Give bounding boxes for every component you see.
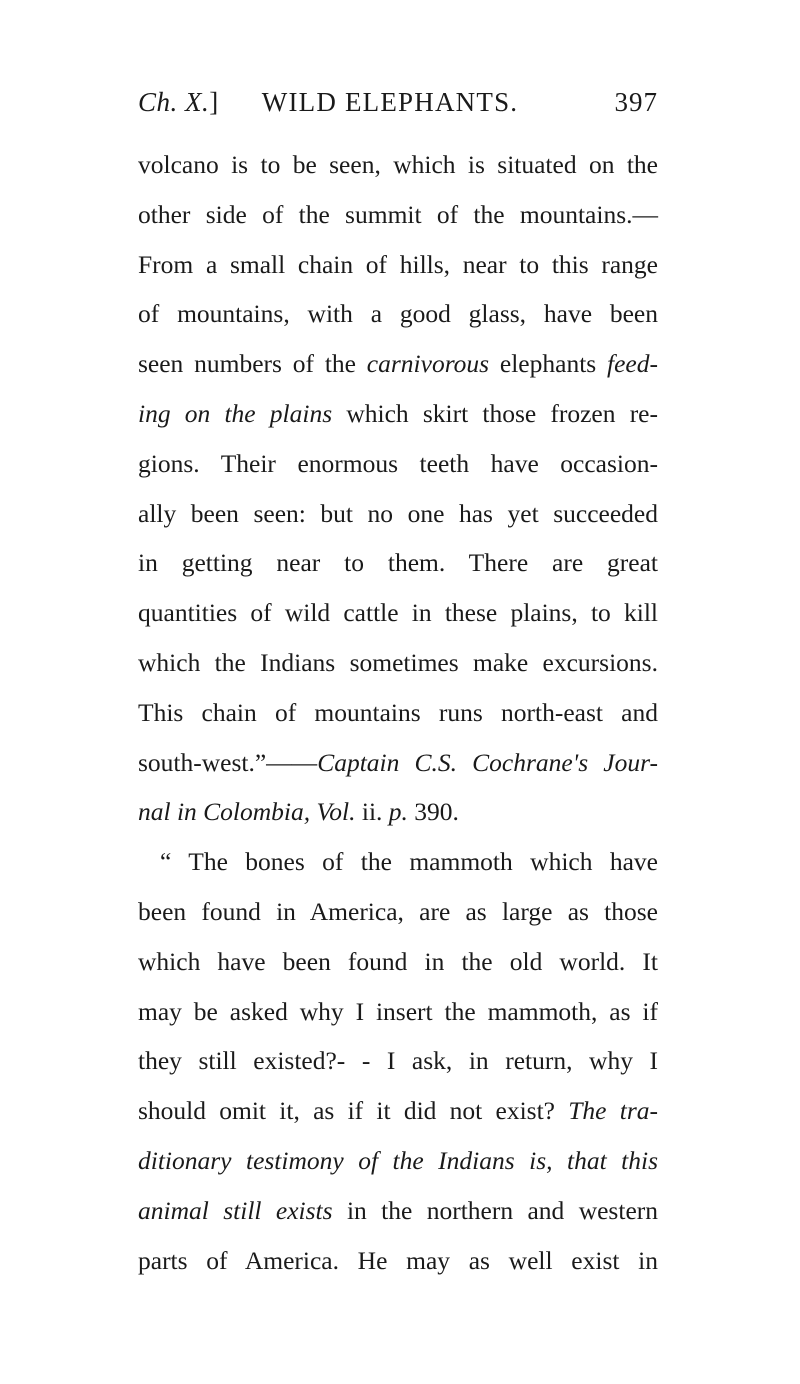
italic-text: carnivorous bbox=[366, 349, 490, 379]
text-line bbox=[138, 289, 658, 339]
italic-text: feed- bbox=[607, 349, 658, 379]
text-segment: should omit it, as if it did not exist? bbox=[138, 1096, 569, 1126]
text-segment: which skirt those frozen re- bbox=[332, 398, 658, 428]
text-line bbox=[138, 190, 658, 240]
italic-text: animal still exists bbox=[138, 1195, 333, 1225]
text-line bbox=[138, 240, 658, 290]
text-line bbox=[138, 140, 658, 190]
chapter-reference bbox=[138, 82, 219, 122]
text-segment: “ The bones of the mammoth which have bbox=[160, 847, 658, 877]
text-line bbox=[138, 588, 658, 638]
text-line bbox=[138, 1236, 658, 1286]
text-line bbox=[138, 787, 658, 837]
text-line bbox=[138, 887, 658, 937]
page-number: 397 bbox=[614, 87, 658, 117]
text-segment: been found in America, are as large as those bbox=[138, 896, 658, 926]
text-line bbox=[138, 1186, 658, 1236]
text-line bbox=[138, 389, 658, 439]
text-line bbox=[138, 738, 658, 788]
text-segment: parts of America. He may as well exist in bbox=[138, 1245, 658, 1275]
text-segment: volcano is to be seen, which is situated on the bbox=[138, 150, 658, 179]
text-segment: 390. bbox=[407, 797, 459, 827]
italic-text: The tra- bbox=[568, 1096, 659, 1126]
body-text bbox=[138, 140, 658, 1285]
text-segment: gions. Their enormous teeth have occasion- bbox=[138, 448, 658, 478]
text-segment: which have been found in the old world. It bbox=[138, 946, 658, 976]
text-line bbox=[138, 987, 658, 1037]
italic-text: p. bbox=[388, 797, 408, 827]
text-line bbox=[138, 439, 658, 489]
text-line bbox=[138, 1086, 658, 1136]
text-line bbox=[138, 937, 658, 987]
italic-text: ditionary testimony of the Indians is, that this bbox=[138, 1145, 658, 1175]
chapter-label: Ch. X. bbox=[138, 87, 210, 117]
text-line bbox=[138, 538, 658, 588]
text-line bbox=[138, 688, 658, 738]
text-segment: in the northern and western bbox=[332, 1195, 659, 1225]
text-line bbox=[138, 1136, 658, 1186]
text-segment: south-west.”—— bbox=[138, 747, 318, 777]
text-segment: quantities of wild cattle in these plains, to kill bbox=[138, 598, 658, 628]
text-line bbox=[138, 339, 658, 389]
text-line bbox=[138, 489, 658, 539]
text-line bbox=[138, 837, 658, 887]
text-segment: in getting near to them. There are great bbox=[138, 548, 658, 578]
text-segment: which the Indians sometimes make excursions. bbox=[138, 647, 658, 677]
text-segment: may be asked why I insert the mammoth, as if bbox=[138, 996, 658, 1026]
text-segment: ii. bbox=[355, 797, 389, 827]
text-line bbox=[138, 638, 658, 688]
italic-text: ing on the plains bbox=[138, 398, 333, 428]
text-segment: elephants bbox=[489, 349, 608, 379]
text-segment: seen numbers of the bbox=[138, 349, 367, 379]
text-segment: other side of the summit of the mountains.— bbox=[138, 199, 658, 229]
text-segment: ally been seen: but no one has yet succeeded bbox=[138, 498, 658, 528]
italic-text: Captain C.S. Cochrane's Jour- bbox=[317, 747, 658, 777]
chapter-bracket: ] bbox=[209, 87, 219, 117]
running-title: WILD ELEPHANTS. bbox=[261, 87, 519, 117]
running-header bbox=[138, 82, 658, 122]
text-segment: they still existed?- - I ask, in return, why I bbox=[138, 1046, 658, 1076]
text-line bbox=[138, 1036, 658, 1086]
text-segment: of mountains, with a good glass, have been bbox=[138, 299, 658, 329]
text-segment: From a small chain of hills, near to this range bbox=[138, 249, 658, 279]
italic-text: nal in Colombia, Vol. bbox=[138, 797, 356, 827]
text-segment: This chain of mountains runs north-east and bbox=[138, 697, 658, 727]
